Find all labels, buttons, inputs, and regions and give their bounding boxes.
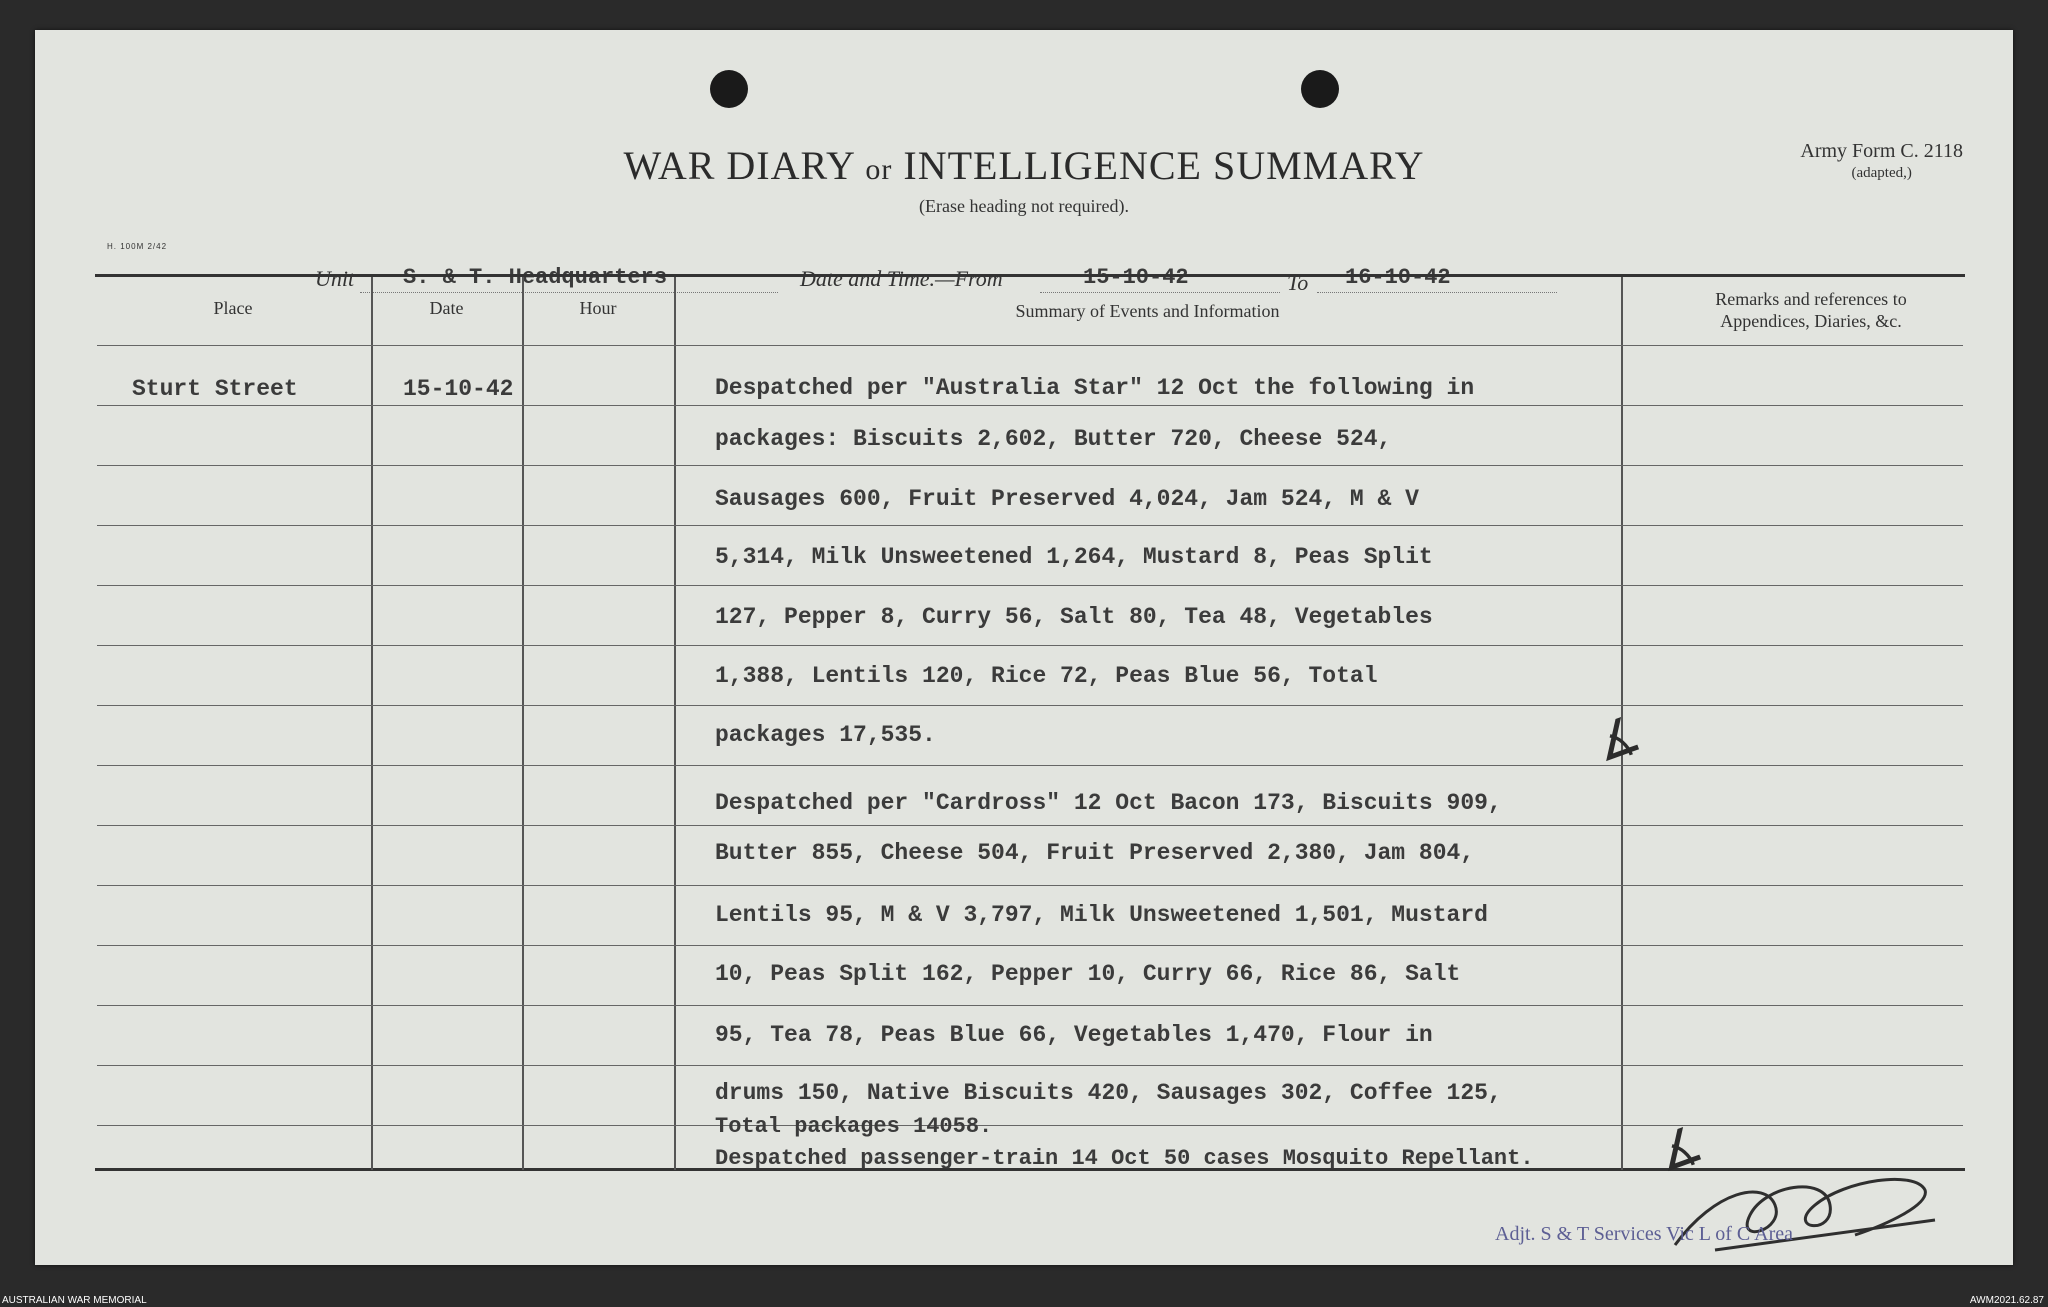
ruled-line — [97, 1065, 1963, 1066]
from-value: 15-10-42 — [1083, 265, 1189, 290]
ruled-line — [97, 765, 1963, 766]
column-header-hour: Hour — [579, 298, 617, 318]
column-header-date: Date — [429, 298, 464, 318]
diary-page — [35, 30, 2013, 1265]
column-divider-3 — [674, 277, 676, 1170]
adjutant-stamp: Adjt. S & T Services Vic L of C Area — [1495, 1223, 1794, 1245]
summary-line: Butter 855, Cheese 504, Fruit Preserved 2,380, Jam 804, — [715, 840, 1475, 866]
title-or: or — [865, 153, 893, 186]
summary-line: 95, Tea 78, Peas Blue 66, Vegetables 1,470, Flour in — [715, 1022, 1433, 1048]
initials-mark-2: ∡ — [1648, 1115, 1711, 1183]
ruled-line — [97, 945, 1963, 946]
summary-line: drums 150, Native Biscuits 420, Sausages 302, Coffee 125, — [715, 1080, 1502, 1106]
page-title — [35, 142, 2013, 189]
summary-line: Total packages 14058. — [715, 1114, 993, 1139]
form-note: (adapted,) — [1851, 165, 1912, 181]
form-number: Army Form C. 2118 — [1800, 140, 1963, 162]
ruled-line — [97, 885, 1963, 886]
unit-label: Unit — [315, 266, 355, 291]
ruled-line — [97, 705, 1963, 706]
ruled-line — [97, 825, 1963, 826]
ruled-line — [97, 405, 1963, 406]
summary-line: 10, Peas Split 162, Pepper 10, Curry 66, Rice 86, Salt — [715, 961, 1461, 987]
title-war-diary: WAR DIARY — [623, 143, 855, 188]
page-subtitle: (Erase heading not required). — [919, 196, 1129, 216]
footer-right: AWM2021.62.87 — [1969, 1295, 2044, 1306]
ruled-line — [97, 465, 1963, 466]
footer-left: AUSTRALIAN WAR MEMORIAL — [2, 1295, 147, 1306]
summary-line: 1,388, Lentils 120, Rice 72, Peas Blue 56, Total — [715, 663, 1378, 689]
summary-line: Despatched passenger-train 14 Oct 50 cases Mosquito Repellant. — [715, 1146, 1534, 1171]
summary-line: Despatched per "Cardross" 12 Oct Bacon 173, Biscuits 909, — [715, 790, 1502, 816]
to-label: To — [1287, 270, 1309, 295]
punch-hole-right — [1301, 70, 1339, 108]
ruled-line — [97, 585, 1963, 586]
column-divider-1 — [371, 277, 373, 1170]
initials-mark-1: ∡ — [1586, 705, 1649, 773]
title-intelligence-summary: INTELLIGENCE SUMMARY — [903, 143, 1425, 188]
summary-line: Lentils 95, M & V 3,797, Milk Unsweetened 1,501, Mustard — [715, 902, 1488, 928]
summary-line: 127, Pepper 8, Curry 56, Salt 80, Tea 48, Vegetables — [715, 604, 1433, 630]
unit-dotline — [360, 292, 778, 293]
entry-date: 15-10-42 — [403, 376, 514, 402]
ruled-line — [97, 525, 1963, 526]
unit-value: S. & T. Headquarters — [403, 265, 668, 290]
entry-place: Sturt Street — [132, 376, 298, 402]
form-number-block — [1800, 138, 1963, 184]
column-header-remarks: Remarks and references to Appendices, Diaries, &c. — [1715, 289, 1907, 331]
to-value: 16-10-42 — [1345, 265, 1451, 290]
column-header-summary: Summary of Events and Information — [1015, 301, 1280, 321]
summary-line: packages: Biscuits 2,602, Butter 720, Cheese 524, — [715, 426, 1392, 452]
to-dotline — [1317, 292, 1557, 293]
ruled-line — [97, 1005, 1963, 1006]
summary-line: packages 17,535. — [715, 722, 936, 748]
stock-code: H. 100M 2/42 — [107, 242, 168, 251]
column-divider-2 — [522, 277, 524, 1170]
summary-line: 5,314, Milk Unsweetened 1,264, Mustard 8, Peas Split — [715, 544, 1433, 570]
table-top-rule — [95, 274, 1965, 277]
summary-line: Sausages 600, Fruit Preserved 4,024, Jam 524, M & V — [715, 486, 1419, 512]
date-time-label: Date and Time.—From — [800, 266, 1003, 291]
from-dotline — [1040, 292, 1280, 293]
punch-hole-left — [710, 70, 748, 108]
summary-line: Despatched per "Australia Star" 12 Oct the following in — [715, 375, 1475, 401]
ruled-line — [97, 345, 1963, 346]
column-header-place: Place — [213, 298, 253, 318]
ruled-line — [97, 645, 1963, 646]
